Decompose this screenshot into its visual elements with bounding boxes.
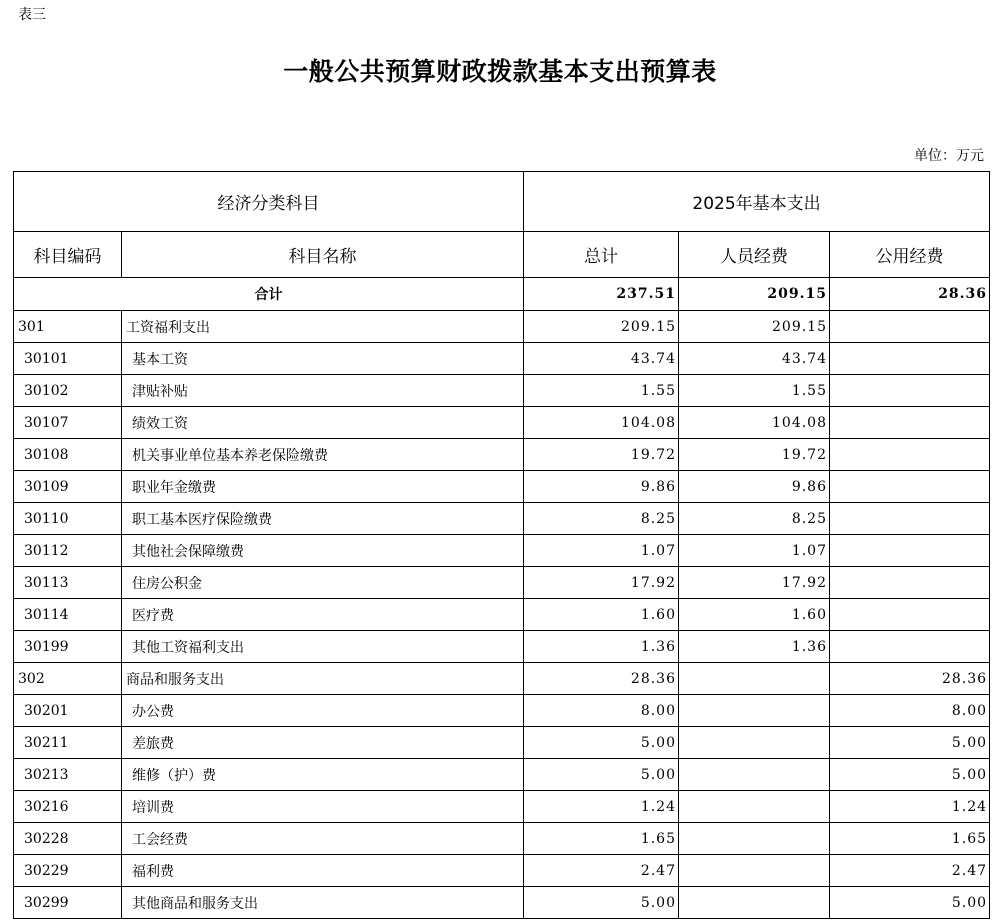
table-row xyxy=(14,439,990,471)
row-total: 8.00 xyxy=(524,695,679,727)
row-name: 基本工资 xyxy=(122,343,524,375)
row-name: 维修（护）费 xyxy=(122,759,524,791)
row-total: 8.25 xyxy=(524,503,679,535)
table-tag: 表三 xyxy=(18,7,46,23)
row-code: 30114 xyxy=(14,599,122,631)
summary-label: 合计 xyxy=(14,278,524,311)
row-public xyxy=(830,535,990,567)
row-public xyxy=(830,471,990,503)
row-code: 30213 xyxy=(14,759,122,791)
row-name: 医疗费 xyxy=(122,599,524,631)
row-code: 30199 xyxy=(14,631,122,663)
row-personnel: 43.74 xyxy=(679,343,830,375)
row-personnel: 17.92 xyxy=(679,567,830,599)
row-public: 1.24 xyxy=(830,791,990,823)
row-total: 1.60 xyxy=(524,599,679,631)
summary-public: 28.36 xyxy=(830,278,990,311)
header-total: 总计 xyxy=(524,232,679,278)
row-code: 30107 xyxy=(14,407,122,439)
row-code: 30112 xyxy=(14,535,122,567)
row-total: 1.36 xyxy=(524,631,679,663)
row-public xyxy=(830,567,990,599)
page-title: 一般公共预算财政拨款基本支出预算表 xyxy=(283,57,717,86)
unit-label: 单位：万元 xyxy=(914,148,984,164)
row-name: 机关事业单位基本养老保险缴费 xyxy=(122,439,524,471)
row-total: 1.24 xyxy=(524,791,679,823)
header-public: 公用经费 xyxy=(830,232,990,278)
row-total: 1.07 xyxy=(524,535,679,567)
row-code: 30113 xyxy=(14,567,122,599)
row-name: 其他工资福利支出 xyxy=(122,631,524,663)
row-personnel xyxy=(679,727,830,759)
row-public: 28.36 xyxy=(830,663,990,695)
row-total: 28.36 xyxy=(524,663,679,695)
header-name: 科目名称 xyxy=(122,232,524,278)
row-public: 5.00 xyxy=(830,887,990,919)
row-personnel: 1.36 xyxy=(679,631,830,663)
row-total: 5.00 xyxy=(524,887,679,919)
row-personnel: 1.07 xyxy=(679,535,830,567)
row-code: 30110 xyxy=(14,503,122,535)
table-row xyxy=(14,471,990,503)
table-row xyxy=(14,855,990,887)
summary-row xyxy=(14,278,990,311)
header-economic-category: 经济分类科目 xyxy=(14,172,524,232)
row-name: 培训费 xyxy=(122,791,524,823)
row-public: 2.47 xyxy=(830,855,990,887)
row-personnel: 8.25 xyxy=(679,503,830,535)
row-total: 104.08 xyxy=(524,407,679,439)
row-personnel xyxy=(679,759,830,791)
row-personnel xyxy=(679,791,830,823)
row-code: 30299 xyxy=(14,887,122,919)
row-total: 209.15 xyxy=(524,311,679,343)
budget-table xyxy=(13,171,990,919)
row-total: 17.92 xyxy=(524,567,679,599)
row-code: 301 xyxy=(14,311,122,343)
row-total: 2.47 xyxy=(524,855,679,887)
row-total: 1.55 xyxy=(524,375,679,407)
row-personnel: 9.86 xyxy=(679,471,830,503)
row-code: 30201 xyxy=(14,695,122,727)
header-personnel: 人员经费 xyxy=(679,232,830,278)
row-public: 8.00 xyxy=(830,695,990,727)
table-row xyxy=(14,631,990,663)
row-code: 30108 xyxy=(14,439,122,471)
table-row xyxy=(14,823,990,855)
row-total: 5.00 xyxy=(524,759,679,791)
row-public: 5.00 xyxy=(830,759,990,791)
row-personnel: 209.15 xyxy=(679,311,830,343)
row-total: 9.86 xyxy=(524,471,679,503)
table-row xyxy=(14,375,990,407)
row-total: 1.65 xyxy=(524,823,679,855)
row-name: 职工基本医疗保险缴费 xyxy=(122,503,524,535)
summary-personnel: 209.15 xyxy=(679,278,830,311)
row-public: 1.65 xyxy=(830,823,990,855)
row-personnel: 1.60 xyxy=(679,599,830,631)
row-personnel xyxy=(679,663,830,695)
row-name: 住房公积金 xyxy=(122,567,524,599)
row-total: 5.00 xyxy=(524,727,679,759)
row-name: 其他社会保障缴费 xyxy=(122,535,524,567)
header-code: 科目编码 xyxy=(14,232,122,278)
row-code: 30211 xyxy=(14,727,122,759)
table-row xyxy=(14,343,990,375)
row-name: 差旅费 xyxy=(122,727,524,759)
table-row xyxy=(14,311,990,343)
row-code: 302 xyxy=(14,663,122,695)
table-row xyxy=(14,535,990,567)
table-row xyxy=(14,727,990,759)
row-personnel xyxy=(679,695,830,727)
table-row xyxy=(14,407,990,439)
row-personnel: 104.08 xyxy=(679,407,830,439)
row-personnel: 19.72 xyxy=(679,439,830,471)
row-name: 工资福利支出 xyxy=(122,311,524,343)
table-row xyxy=(14,791,990,823)
row-total: 43.74 xyxy=(524,343,679,375)
row-public xyxy=(830,311,990,343)
row-public xyxy=(830,599,990,631)
row-name: 职业年金缴费 xyxy=(122,471,524,503)
row-total: 19.72 xyxy=(524,439,679,471)
row-name: 绩效工资 xyxy=(122,407,524,439)
summary-total: 237.51 xyxy=(524,278,679,311)
header-basic-expenditure: 2025年基本支出 xyxy=(524,172,990,232)
row-public xyxy=(830,343,990,375)
row-code: 30102 xyxy=(14,375,122,407)
row-name: 办公费 xyxy=(122,695,524,727)
row-code: 30216 xyxy=(14,791,122,823)
header-group-row xyxy=(14,172,990,232)
row-personnel: 1.55 xyxy=(679,375,830,407)
row-public xyxy=(830,439,990,471)
row-code: 30229 xyxy=(14,855,122,887)
row-code: 30101 xyxy=(14,343,122,375)
table-row xyxy=(14,887,990,919)
row-name: 福利费 xyxy=(122,855,524,887)
row-personnel xyxy=(679,855,830,887)
row-public xyxy=(830,407,990,439)
row-code: 30109 xyxy=(14,471,122,503)
table-row xyxy=(14,695,990,727)
row-name: 津贴补贴 xyxy=(122,375,524,407)
table-row xyxy=(14,503,990,535)
row-code: 30228 xyxy=(14,823,122,855)
row-personnel xyxy=(679,823,830,855)
header-column-row xyxy=(14,232,990,278)
table-row xyxy=(14,759,990,791)
row-public xyxy=(830,631,990,663)
row-name: 工会经费 xyxy=(122,823,524,855)
table-row xyxy=(14,599,990,631)
table-row xyxy=(14,567,990,599)
row-name: 其他商品和服务支出 xyxy=(122,887,524,919)
row-public xyxy=(830,503,990,535)
row-public xyxy=(830,375,990,407)
row-name: 商品和服务支出 xyxy=(122,663,524,695)
table-row xyxy=(14,663,990,695)
row-personnel xyxy=(679,887,830,919)
row-public: 5.00 xyxy=(830,727,990,759)
